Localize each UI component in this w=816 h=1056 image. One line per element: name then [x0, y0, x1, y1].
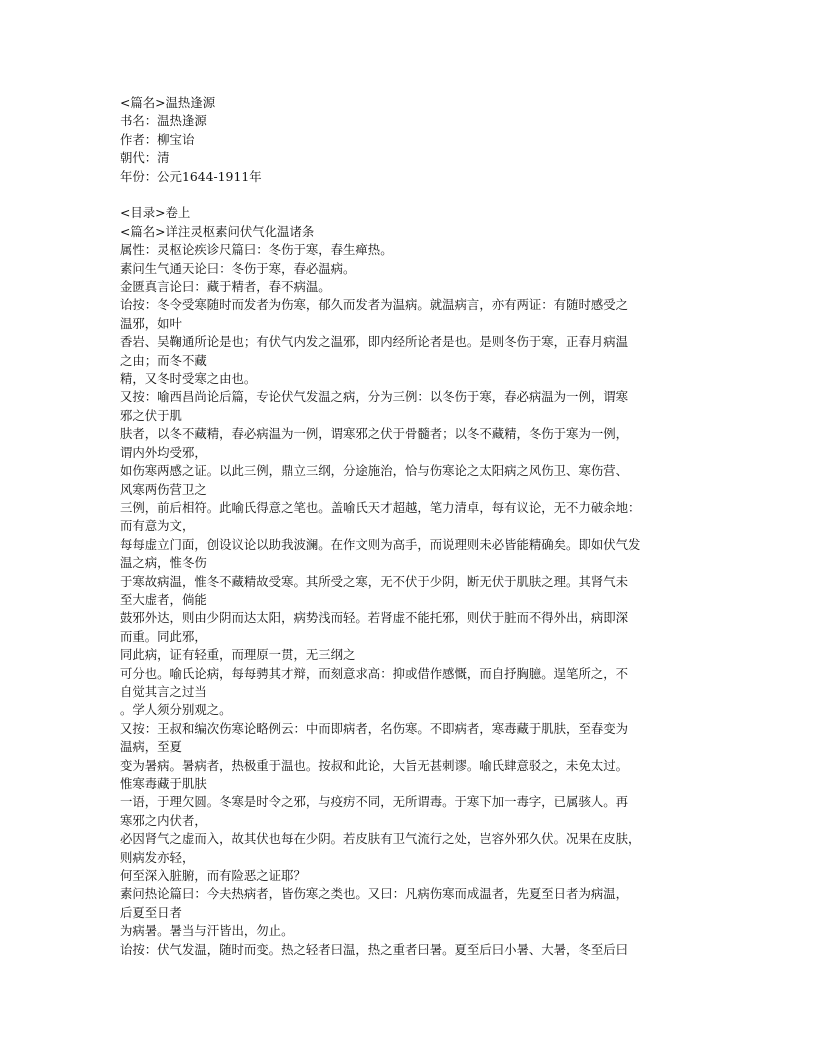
text-line: 每每虚立门面，创设议论以助我波澜。在作文则为高手，而说理则未必皆能精确矣。即如伏气发 [120, 536, 641, 552]
text-line: 邪之伏于肌 [120, 407, 182, 423]
text-line: 谓内外均受邪， [120, 444, 207, 460]
text-line: 精，又冬时受寒之由也。 [120, 371, 257, 387]
text-line: 。学人须分别观之。 [120, 702, 232, 718]
text-line: 鼓邪外达，则由少阴而达太阳，病势浅而轻。若肾虚不能托邪，则伏于脏而不得外出，病即深 [120, 610, 629, 626]
text-line: 后夏至日者 [120, 904, 182, 920]
text-line: 为病暑。暑当与汗皆出，勿止。 [120, 923, 294, 939]
text-line: 惟寒毒藏于肌肤 [120, 776, 207, 792]
text-line: 一语，于理欠圆。冬寒是时令之邪，与疫疠不同，无所谓毒。于寒下加一毒字，已属骇人。再 [120, 794, 629, 810]
dynasty-line: 朝代：清 [120, 150, 170, 166]
text-line: 三例，前后相符。此喻氏得意之笔也。盖喻氏天才超越，笔力清卓，每有议论，无不力破余地： [120, 499, 641, 515]
text-line: 又按：喻西昌尚论后篇，专论伏气发温之病，分为三例：以冬伤于寒，春必病温为一例，谓寒 [120, 389, 629, 405]
text-line: 诒按：伏气发温，随时而变。热之轻者曰温，热之重者曰暑。夏至后曰小暑、大暑，冬至后曰 [120, 941, 629, 957]
year-line: 年份：公元1644-1911年 [120, 168, 262, 184]
text-line: 至大虚者，倘能 [120, 591, 207, 607]
text-line: 属性：灵枢论疾诊尺篇曰：冬伤于寒，春生瘅热。 [120, 242, 393, 258]
document-page [120, 94, 710, 959]
text-line: 必因肾气之虚而入，故其伏也每在少阴。若皮肤有卫气流行之处，岂容外邪久伏。况果在皮肤， [120, 831, 641, 847]
text-line: 之由；而冬不藏 [120, 352, 207, 368]
text-line: 则病发亦轻， [120, 849, 195, 865]
text-line: 肤者，以冬不藏精，春必病温为一例，谓寒邪之伏于骨髓者；以冬不藏精，冬伤于寒为一例， [120, 426, 629, 442]
text-line: 温之病，惟冬伤 [120, 555, 207, 571]
text-line: 风寒两伤营卫之 [120, 481, 207, 497]
text-line: 如伤寒两感之证。以此三例，鼎立三纲，分途施治，恰与伤寒论之太阳病之风伤卫、寒伤营、 [120, 463, 629, 479]
text-line: 变为暑病。暑病者，热极重于温也。按叔和此论，大旨无甚刺谬。喻氏肆意驳之，未免太过。 [120, 757, 629, 773]
text-line: 何至深入脏腑，而有险恶之证耶？ [120, 868, 306, 884]
text-line: 同此病，证有轻重，而理原一贯，无三纲之 [120, 647, 356, 663]
text-line: 香岩、吴鞠通所论是也；有伏气内发之温邪，即内经所论者是也。是则冬伤于寒，正春月病温 [120, 334, 629, 350]
text-line: 素问热论篇曰：今夫热病者，皆伤寒之类也。又曰：凡病伤寒而成温者，先夏至日者为病温， [120, 886, 629, 902]
text-line: 可分也。喻氏论病，每每骋其才辩，而刻意求高：抑或借作感慨，而自抒胸臆。逞笔所之，不 [120, 665, 629, 681]
text-line: 温病，至夏 [120, 739, 182, 755]
title-line: <篇名>温热逢源 [120, 95, 216, 110]
text-line: 而有意为文， [120, 518, 195, 534]
text-line: 诒按：冬令受寒随时而发者为伤寒，郁久而发者为温病。就温病言，亦有两证：有随时感受之 [120, 297, 629, 313]
text-line: 于寒故病温，惟冬不藏精故受寒。其所受之寒，无不伏于少阴，断无伏于肌肤之理。其肾气未 [120, 573, 629, 589]
toc-line: <目录>卷上 [120, 205, 191, 221]
text-line: 寒邪之内伏者， [120, 812, 207, 828]
spacer [120, 186, 710, 204]
body-text [120, 241, 710, 959]
text-line: 而重。同此邪， [120, 628, 207, 644]
text-line: 又按：王叔和编次伤寒论略例云：中而即病者，名伤寒。不即病者，寒毒藏于肌肤，至春变为 [120, 720, 629, 736]
author-line: 作者：柳宝诒 [120, 131, 195, 147]
text-line: 自觉其言之过当 [120, 683, 207, 699]
text-line: 素问生气通天论曰：冬伤于寒，春必温病。 [120, 260, 356, 276]
text-line: 金匮真言论曰：藏于精者，春不病温。 [120, 279, 331, 295]
text-line: 温邪，如叶 [120, 315, 182, 331]
book-name-line: 书名：温热逢源 [120, 113, 207, 129]
section-title-line: <篇名>详注灵枢素问伏气化温诸条 [120, 223, 315, 239]
